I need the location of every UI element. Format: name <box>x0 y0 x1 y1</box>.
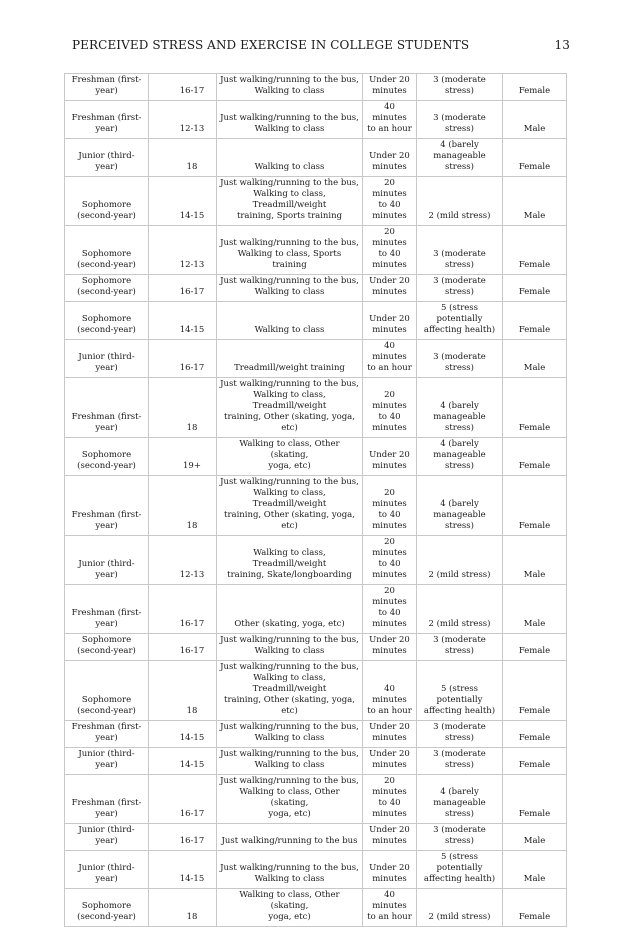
class-year-cell: Junior (third- year) <box>65 340 149 378</box>
exercise-type-cell: Just walking/running to the bus, Walking to class <box>217 748 363 775</box>
exercise-type-cell: Just walking/running to the bus, Walking to class <box>217 721 363 748</box>
gender-cell: Female <box>503 748 567 775</box>
gender-cell: Male <box>503 101 567 139</box>
gender-cell: Female <box>503 74 567 101</box>
stress-level-cell: 2 (mild stress) <box>417 536 503 585</box>
gender-cell: Male <box>503 851 567 889</box>
gender-cell: Male <box>503 824 567 851</box>
exercise-type-cell: Just walking/running to the bus, Walking to class <box>217 74 363 101</box>
stress-level-cell: 5 (stress potentially affecting health) <box>417 302 503 340</box>
exercise-duration-cell: 40 minutes to an hour <box>363 661 417 721</box>
stress-level-cell: 2 (mild stress) <box>417 889 503 927</box>
table-body <box>65 74 567 927</box>
age-range-cell: 14-15 <box>149 177 217 226</box>
exercise-duration-cell: 20 minutes to 40 minutes <box>363 378 417 438</box>
exercise-type-cell: Walking to class, Other (skating, yoga, etc) <box>217 889 363 927</box>
exercise-duration-cell: 40 minutes to an hour <box>363 101 417 139</box>
age-range-cell: 16-17 <box>149 775 217 824</box>
stress-level-cell: 3 (moderate stress) <box>417 74 503 101</box>
age-range-cell: 14-15 <box>149 748 217 775</box>
running-header <box>72 38 570 52</box>
exercise-type-cell: Just walking/running to the bus, Walking to class <box>217 851 363 889</box>
stress-level-cell: 5 (stress potentially affecting health) <box>417 851 503 889</box>
stress-level-cell: 2 (mild stress) <box>417 585 503 634</box>
class-year-cell: Freshman (first- year) <box>65 775 149 824</box>
table-row <box>65 74 567 101</box>
age-range-cell: 16-17 <box>149 824 217 851</box>
table-row <box>65 139 567 177</box>
table-row <box>65 536 567 585</box>
age-range-cell: 16-17 <box>149 74 217 101</box>
exercise-type-cell: Walking to class <box>217 139 363 177</box>
stress-level-cell: 4 (barely manageable stress) <box>417 476 503 536</box>
stress-level-cell: 3 (moderate stress) <box>417 275 503 302</box>
exercise-duration-cell: Under 20 minutes <box>363 824 417 851</box>
class-year-cell: Junior (third- year) <box>65 824 149 851</box>
age-range-cell: 16-17 <box>149 634 217 661</box>
gender-cell: Female <box>503 775 567 824</box>
stress-level-cell: 4 (barely manageable stress) <box>417 438 503 476</box>
exercise-duration-cell: Under 20 minutes <box>363 302 417 340</box>
stress-level-cell: 4 (barely manageable stress) <box>417 139 503 177</box>
exercise-type-cell: Just walking/running to the bus, Walking to class, Sports training <box>217 226 363 275</box>
gender-cell: Male <box>503 340 567 378</box>
class-year-cell: Junior (third- year) <box>65 536 149 585</box>
gender-cell: Female <box>503 302 567 340</box>
exercise-duration-cell: Under 20 minutes <box>363 438 417 476</box>
table-row <box>65 634 567 661</box>
class-year-cell: Sophomore (second-year) <box>65 302 149 340</box>
page-number: 13 <box>554 38 570 52</box>
exercise-duration-cell: 20 minutes to 40 minutes <box>363 536 417 585</box>
table-row <box>65 889 567 927</box>
age-range-cell: 12-13 <box>149 101 217 139</box>
class-year-cell: Freshman (first- year) <box>65 378 149 438</box>
exercise-duration-cell: 20 minutes to 40 minutes <box>363 476 417 536</box>
stress-level-cell: 3 (moderate stress) <box>417 748 503 775</box>
exercise-duration-cell: Under 20 minutes <box>363 275 417 302</box>
class-year-cell: Freshman (first- year) <box>65 585 149 634</box>
exercise-type-cell: Just walking/running to the bus, Walking to class <box>217 101 363 139</box>
table-row <box>65 226 567 275</box>
age-range-cell: 18 <box>149 476 217 536</box>
age-range-cell: 12-13 <box>149 226 217 275</box>
gender-cell: Female <box>503 476 567 536</box>
table-row <box>65 824 567 851</box>
table-row <box>65 378 567 438</box>
exercise-duration-cell: 20 minutes to 40 minutes <box>363 585 417 634</box>
age-range-cell: 18 <box>149 661 217 721</box>
table-row <box>65 101 567 139</box>
table-row <box>65 851 567 889</box>
stress-level-cell: 4 (barely manageable stress) <box>417 775 503 824</box>
class-year-cell: Junior (third- year) <box>65 851 149 889</box>
stress-level-cell: 3 (moderate stress) <box>417 101 503 139</box>
table-row <box>65 721 567 748</box>
class-year-cell: Sophomore (second-year) <box>65 226 149 275</box>
class-year-cell: Freshman (first- year) <box>65 101 149 139</box>
stress-level-cell: 3 (moderate stress) <box>417 634 503 661</box>
exercise-type-cell: Walking to class, Other (skating, yoga, etc) <box>217 438 363 476</box>
age-range-cell: 18 <box>149 378 217 438</box>
gender-cell: Female <box>503 226 567 275</box>
age-range-cell: 16-17 <box>149 585 217 634</box>
stress-level-cell: 4 (barely manageable stress) <box>417 378 503 438</box>
age-range-cell: 12-13 <box>149 536 217 585</box>
class-year-cell: Junior (third- year) <box>65 139 149 177</box>
exercise-duration-cell: Under 20 minutes <box>363 139 417 177</box>
table-row <box>65 302 567 340</box>
class-year-cell: Sophomore (second-year) <box>65 661 149 721</box>
exercise-duration-cell: 40 minutes to an hour <box>363 889 417 927</box>
exercise-duration-cell: Under 20 minutes <box>363 721 417 748</box>
gender-cell: Female <box>503 889 567 927</box>
age-range-cell: 14-15 <box>149 721 217 748</box>
exercise-duration-cell: 20 minutes to 40 minutes <box>363 177 417 226</box>
exercise-type-cell: Just walking/running to the bus, Walking to class <box>217 275 363 302</box>
class-year-cell: Sophomore (second-year) <box>65 275 149 302</box>
gender-cell: Female <box>503 275 567 302</box>
table-row <box>65 177 567 226</box>
class-year-cell: Sophomore (second-year) <box>65 634 149 661</box>
running-head-title: PERCEIVED STRESS AND EXERCISE IN COLLEGE STUDENTS <box>72 38 470 52</box>
class-year-cell: Sophomore (second-year) <box>65 438 149 476</box>
gender-cell: Female <box>503 378 567 438</box>
class-year-cell: Junior (third- year) <box>65 748 149 775</box>
gender-cell: Female <box>503 634 567 661</box>
class-year-cell: Freshman (first- year) <box>65 476 149 536</box>
class-year-cell: Freshman (first- year) <box>65 721 149 748</box>
exercise-type-cell: Just walking/running to the bus <box>217 824 363 851</box>
table-row <box>65 476 567 536</box>
table-row <box>65 775 567 824</box>
age-range-cell: 14-15 <box>149 302 217 340</box>
exercise-type-cell: Just walking/running to the bus, Walking to class <box>217 634 363 661</box>
age-range-cell: 18 <box>149 139 217 177</box>
exercise-type-cell: Just walking/running to the bus, Walking to class, Other (skating, yoga, etc) <box>217 775 363 824</box>
exercise-type-cell: Other (skating, yoga, etc) <box>217 585 363 634</box>
exercise-duration-cell: Under 20 minutes <box>363 851 417 889</box>
table-row <box>65 340 567 378</box>
exercise-duration-cell: Under 20 minutes <box>363 634 417 661</box>
survey-responses-table <box>64 73 567 927</box>
exercise-duration-cell: Under 20 minutes <box>363 74 417 101</box>
age-range-cell: 18 <box>149 889 217 927</box>
class-year-cell: Freshman (first- year) <box>65 74 149 101</box>
exercise-type-cell: Walking to class <box>217 302 363 340</box>
age-range-cell: 16-17 <box>149 275 217 302</box>
age-range-cell: 16-17 <box>149 340 217 378</box>
exercise-type-cell: Just walking/running to the bus, Walking to class, Treadmill/weight training, Other (skating, yoga, etc) <box>217 378 363 438</box>
exercise-duration-cell: 20 minutes to 40 minutes <box>363 775 417 824</box>
exercise-type-cell: Just walking/running to the bus, Walking to class, Treadmill/weight training, Other (skating, yoga, etc) <box>217 476 363 536</box>
table-row <box>65 585 567 634</box>
stress-level-cell: 3 (moderate stress) <box>417 226 503 275</box>
stress-level-cell: 5 (stress potentially affecting health) <box>417 661 503 721</box>
exercise-duration-cell: Under 20 minutes <box>363 748 417 775</box>
gender-cell: Female <box>503 721 567 748</box>
stress-level-cell: 3 (moderate stress) <box>417 824 503 851</box>
gender-cell: Female <box>503 139 567 177</box>
gender-cell: Male <box>503 585 567 634</box>
exercise-type-cell: Just walking/running to the bus, Walking to class, Treadmill/weight training, Other (skating, yoga, etc) <box>217 661 363 721</box>
table-row <box>65 275 567 302</box>
stress-level-cell: 3 (moderate stress) <box>417 340 503 378</box>
table-row <box>65 438 567 476</box>
age-range-cell: 19+ <box>149 438 217 476</box>
stress-level-cell: 3 (moderate stress) <box>417 721 503 748</box>
age-range-cell: 14-15 <box>149 851 217 889</box>
exercise-duration-cell: 40 minutes to an hour <box>363 340 417 378</box>
stress-level-cell: 2 (mild stress) <box>417 177 503 226</box>
gender-cell: Male <box>503 177 567 226</box>
class-year-cell: Sophomore (second-year) <box>65 177 149 226</box>
table-row <box>65 661 567 721</box>
gender-cell: Female <box>503 661 567 721</box>
exercise-type-cell: Just walking/running to the bus, Walking to class, Treadmill/weight training, Sports training <box>217 177 363 226</box>
exercise-duration-cell: 20 minutes to 40 minutes <box>363 226 417 275</box>
table-row <box>65 748 567 775</box>
exercise-type-cell: Walking to class, Treadmill/weight training, Skate/longboarding <box>217 536 363 585</box>
exercise-type-cell: Treadmill/weight training <box>217 340 363 378</box>
class-year-cell: Sophomore (second-year) <box>65 889 149 927</box>
gender-cell: Male <box>503 536 567 585</box>
gender-cell: Female <box>503 438 567 476</box>
